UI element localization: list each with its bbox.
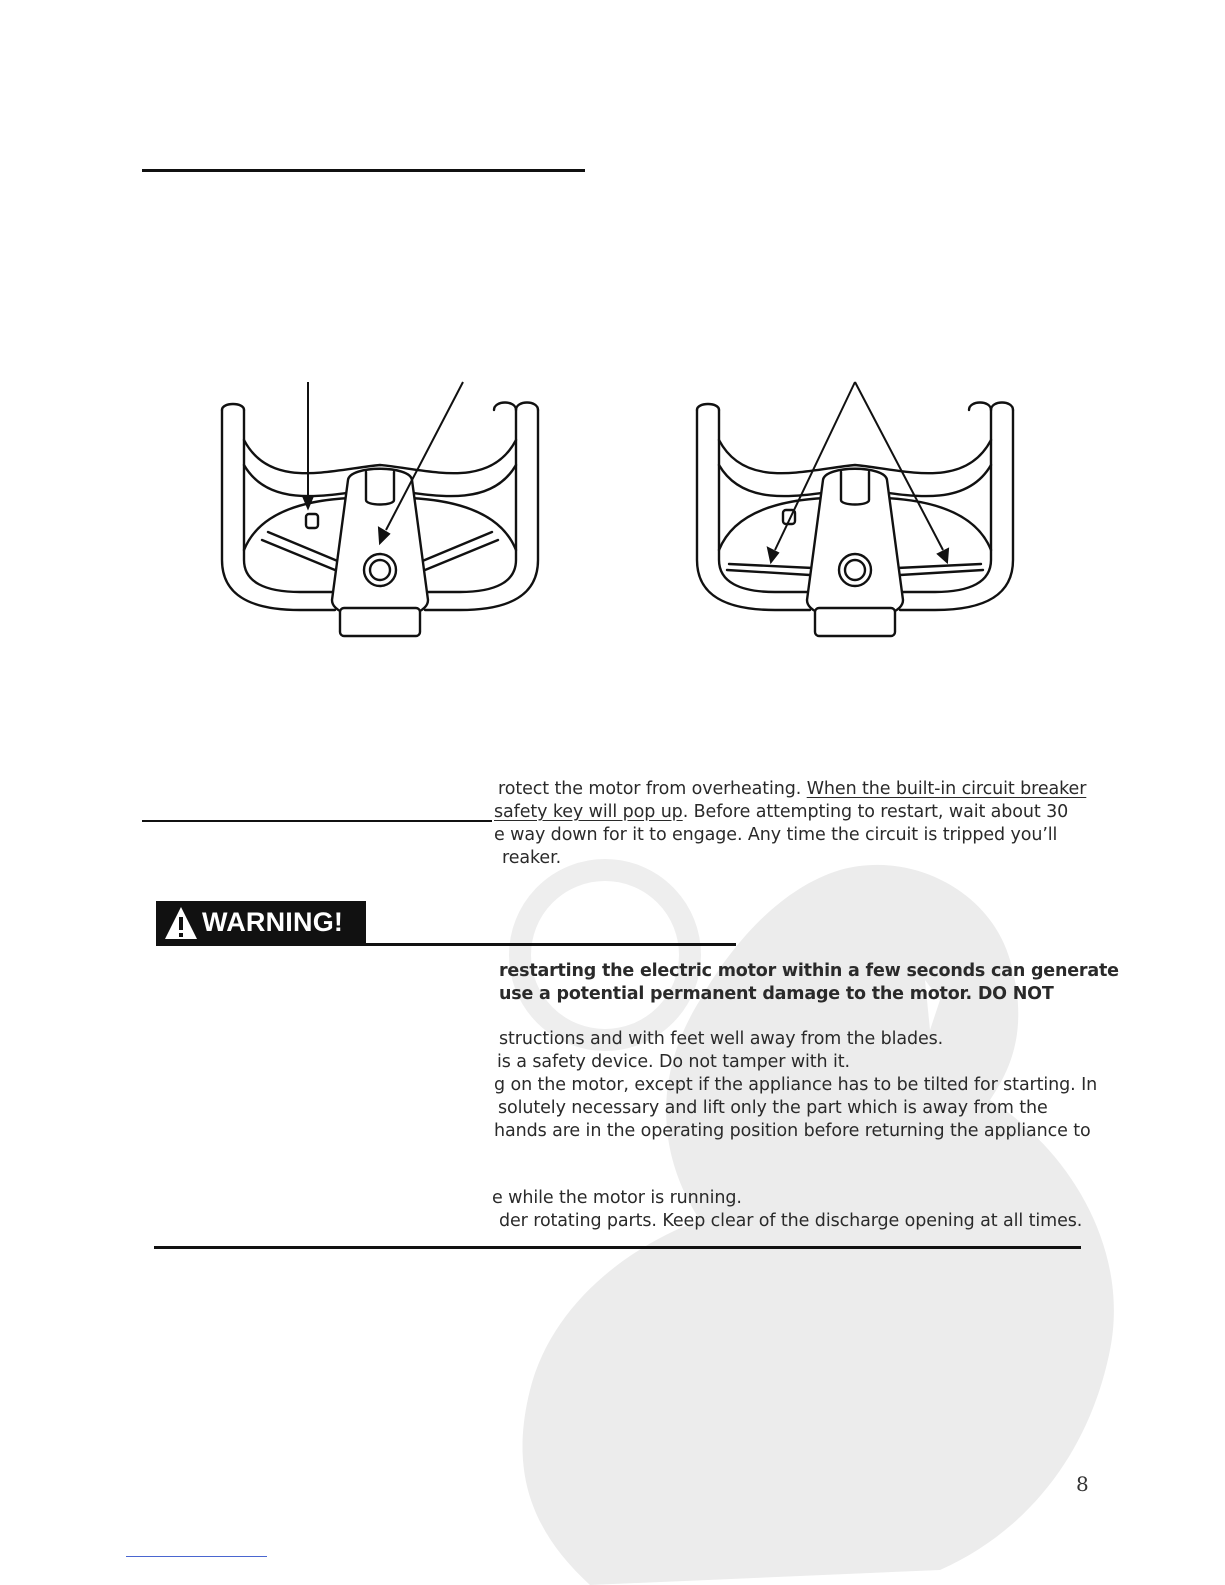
warning-line-6: e while the motor is running. — [492, 1188, 742, 1208]
warning-line-5: hands are in the operating position before returning the appliance to — [494, 1121, 1091, 1141]
page-number: 8 — [1076, 1472, 1089, 1496]
section-rule — [142, 820, 492, 822]
warning-line-1: structions and with feet well away from the blades. — [499, 1029, 944, 1049]
paragraph-line-2-text: . Before attempting to restart, wait about 30 — [682, 802, 1069, 822]
warning-line-4: solutely necessary and lift only the part which is away from the — [498, 1098, 1048, 1118]
paragraph-line-1 — [498, 778, 1086, 800]
safety-key-underlined-text: safety key will pop up — [494, 802, 683, 822]
warning-rule-bottom — [154, 1246, 1081, 1249]
mower-handle-blades-icon — [675, 370, 1035, 650]
paragraph-line-1-text: rotect the motor from overheating. — [498, 779, 807, 799]
warning-line-2: is a safety device. Do not tamper with it. — [497, 1052, 850, 1072]
warning-triangle-icon — [164, 905, 198, 941]
circuit-breaker-underlined-text: When the built-in circuit breaker — [806, 779, 1087, 799]
warning-rule-top — [156, 943, 736, 946]
paragraph-line-3: e way down for it to engage. Any time the circuit is tripped you’ll — [494, 825, 1058, 845]
warning-line-3: g on the motor, except if the appliance has to be tilted for starting. In — [494, 1075, 1098, 1095]
heading-rule-top — [142, 169, 585, 172]
warning-badge — [156, 901, 366, 944]
bottom-link-underline — [126, 1556, 267, 1557]
paragraph-line-4: reaker. — [502, 848, 562, 868]
warning-line-7: der rotating parts. Keep clear of the discharge opening at all times. — [499, 1211, 1083, 1231]
paragraph-line-2 — [494, 801, 1068, 823]
warning-label: WARNING! — [202, 907, 344, 937]
warning-bold-line-2: use a potential permanent damage to the motor. DO NOT — [499, 984, 1054, 1004]
warning-bold-line-1: restarting the electric motor within a few seconds can generate — [499, 961, 1119, 981]
mower-handle-safety-key-icon — [200, 370, 560, 650]
